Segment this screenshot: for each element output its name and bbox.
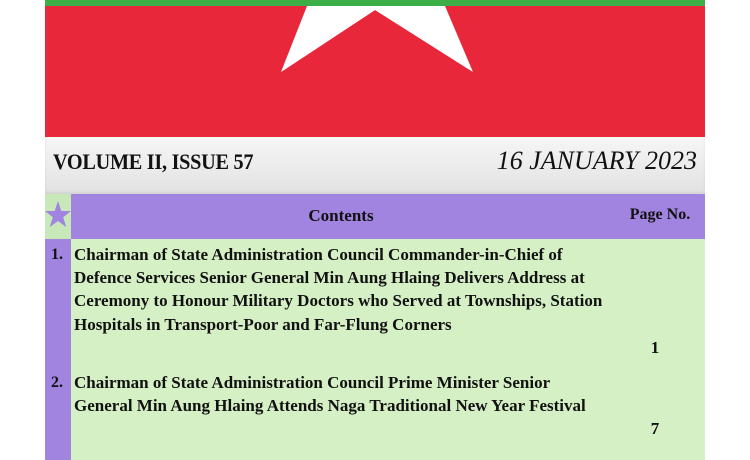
number-column: [45, 239, 71, 460]
issue-date: 16 JANUARY 2023: [496, 146, 697, 175]
flag-banner: [45, 0, 705, 137]
star-cell: [45, 194, 71, 239]
item-title: Chairman of State Administration Council Commander-in-Chief of Defence Services Senior General Min Aung Hlaing Delivers Address at Ceremony to Honour Military Doctors who Served at Townships, Station Hospitals in Transport-Poor and Far-Flung Corners: [74, 245, 603, 334]
contents-header-row: [45, 194, 705, 239]
table-of-contents: [45, 194, 705, 460]
item-title: Chairman of State Administration Council Prime Minister Senior General Min Aung Hlaing Attends Naga Traditional New Year Festival: [74, 373, 586, 416]
purple-star-icon: [45, 200, 71, 232]
newsletter-page: [45, 0, 705, 460]
contents-rows: [45, 239, 705, 460]
item-number: 1.: [51, 246, 63, 263]
white-star-icon: [45, 0, 705, 137]
item-page: 7: [650, 419, 660, 439]
item-number: 2.: [51, 374, 63, 391]
item-page: 1: [650, 337, 660, 357]
contents-column-header: Contents: [308, 206, 374, 225]
issue-bar: [45, 137, 705, 194]
page-number-column-header: Page No.: [629, 206, 691, 223]
volume-issue-label: VOLUME II, ISSUE 57: [53, 149, 254, 174]
